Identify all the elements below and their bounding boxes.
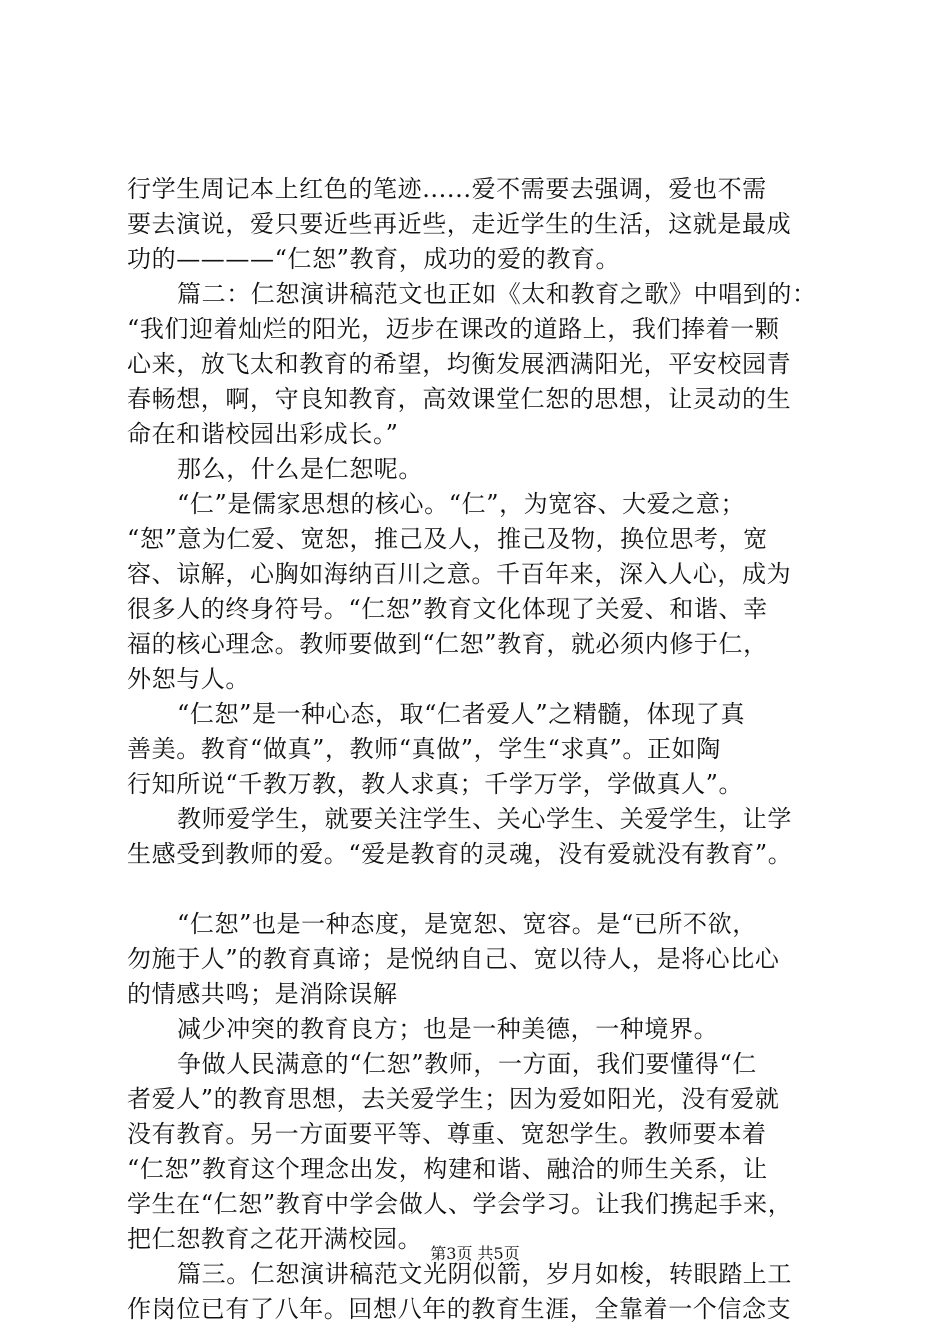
- text-line: 教师爱学生，就要关注学生、关心学生、关爱学生，让学: [177, 805, 792, 833]
- text-line: 很多人的终身符号。“仁恕”教育文化体现了关爱、和谐、幸: [127, 595, 768, 623]
- text-line: 生感受到教师的爱。“爱是教育的灵魂，没有爱就没有教育”。: [127, 840, 793, 868]
- text-line: 行知所说“千教万教，教人求真；千学万学，学做真人”。: [127, 770, 744, 798]
- text-line: “恕”意为仁爱、宽恕，推己及人，推己及物，换位思考，宽: [127, 525, 768, 553]
- text-line: 要去演说，爱只要近些再近些，走近学生的生活，这就是最成: [127, 210, 792, 238]
- text-line: “仁恕”教育这个理念出发，构建和谐、融洽的师生关系，让: [127, 1155, 768, 1183]
- text-line: “仁”是儒家思想的核心。“仁”，为宽容、大爱之意；: [177, 490, 746, 518]
- text-line: 争做人民满意的“仁恕”教师，一方面，我们要懂得“仁: [177, 1050, 757, 1078]
- text-line: 篇三。仁恕演讲稿范文光阴似箭，岁月如梭，转眼踏上工: [177, 1260, 792, 1288]
- text-line: 功的————“仁恕”教育，成功的爱的教育。: [127, 245, 621, 273]
- text-line: 心来，放飞太和教育的希望，均衡发展洒满阳光，平安校园青: [127, 350, 792, 378]
- text-line: 没有教育。另一方面要平等、尊重、宽恕学生。教师要本着: [127, 1120, 767, 1148]
- text-line: 那么，什么是仁恕呢。: [177, 455, 423, 483]
- text-line: 春畅想，啊，守良知教育，高效课堂仁恕的思想，让灵动的生: [127, 385, 792, 413]
- text-line: 勿施于人”的教育真谛；是悦纳自己、宽以待人，是将心比心: [127, 945, 780, 973]
- text-line: 容、谅解，心胸如海纳百川之意。千百年来，深入人心，成为: [127, 560, 792, 588]
- text-line: 者爱人”的教育思想，去关爱学生；因为爱如阳光，没有爱就: [127, 1085, 780, 1113]
- text-line: “仁恕”也是一种态度，是宽恕、宽容。是“已所不欲，: [177, 910, 757, 938]
- text-line: 善美。教育“做真”，教师“真做”，学生“求真”。正如陶: [127, 735, 721, 763]
- text-line: 行学生周记本上红色的笔迹......爱不需要去强调，爱也不需: [127, 175, 767, 203]
- text-line: 的情感共鸣；是消除误解: [127, 980, 398, 1008]
- text-line: 减少冲突的教育良方；也是一种美德，一种境界。: [177, 1015, 719, 1043]
- text-line: “我们迎着灿烂的阳光，迈步在课改的道路上，我们捧着一颗: [127, 315, 780, 343]
- text-line: 作岗位已有了八年。回想八年的教育生涯，全靠着一个信念支: [127, 1295, 792, 1323]
- text-line: 命在和谐校园出彩成长。”: [127, 420, 399, 448]
- text-line: 篇二：仁恕演讲稿范文也正如《太和教育之歌》中唱到的：: [177, 280, 817, 308]
- text-line: 学生在“仁恕”教育中学会做人、学会学习。让我们携起手来，: [127, 1190, 793, 1218]
- text-line: 把仁恕教育之花开满校园。: [127, 1225, 423, 1253]
- text-line: “仁恕”是一种心态，取“仁者爱人”之精髓，体现了真: [177, 700, 746, 728]
- page-number-footer: 第3页 共5页: [430, 1244, 520, 1263]
- document-body: [127, 172, 867, 1327]
- text-line: 外恕与人。: [127, 665, 250, 693]
- blank-line: [127, 872, 867, 907]
- text-line: 福的核心理念。教师要做到“仁恕”教育，就必须内修于仁，: [127, 630, 768, 658]
